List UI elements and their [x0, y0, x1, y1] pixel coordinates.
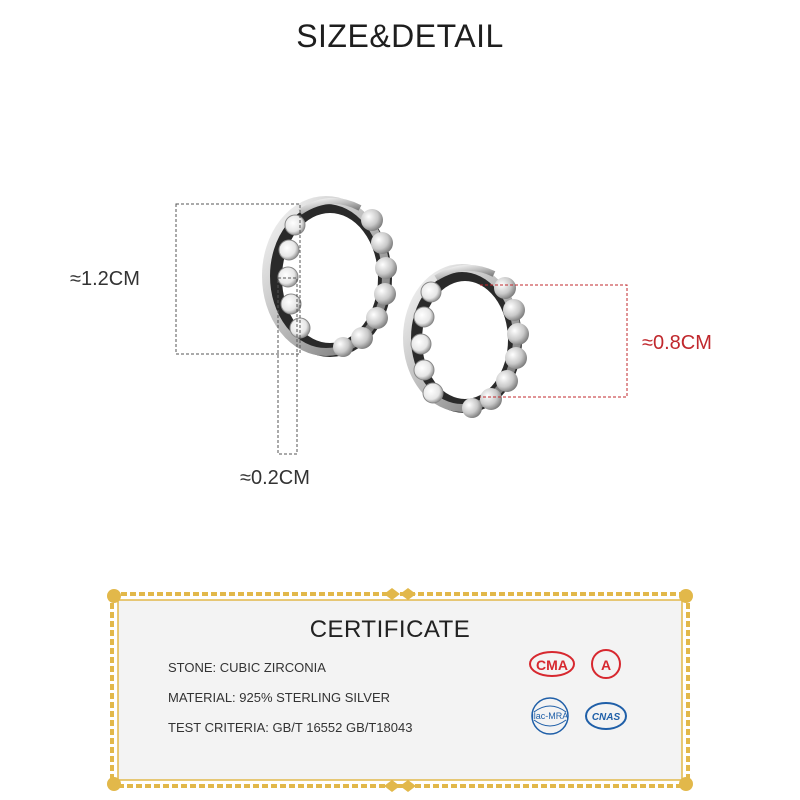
dimension-height-label: ≈1.2CM	[70, 268, 140, 290]
page-title: SIZE&DETAIL	[296, 18, 504, 54]
certificate-test-criteria: TEST CRITERIA: GB/T 16552 GB/T18043	[168, 720, 413, 735]
certificate-stone: STONE: CUBIC ZIRCONIA	[168, 660, 326, 675]
svg-text:CMA: CMA	[536, 657, 568, 673]
svg-text:CNAS: CNAS	[591, 712, 621, 723]
svg-text:ilac-MRA: ilac-MRA	[531, 711, 569, 721]
dimension-inner-label: ≈0.8CM	[642, 332, 712, 354]
svg-text:A: A	[600, 657, 612, 673]
certificate-material: MATERIAL: 925% STERLING SILVER	[168, 690, 391, 705]
dimension-width-label: ≈0.2CM	[240, 467, 310, 489]
certificate-title: CERTIFICATE	[309, 616, 471, 643]
